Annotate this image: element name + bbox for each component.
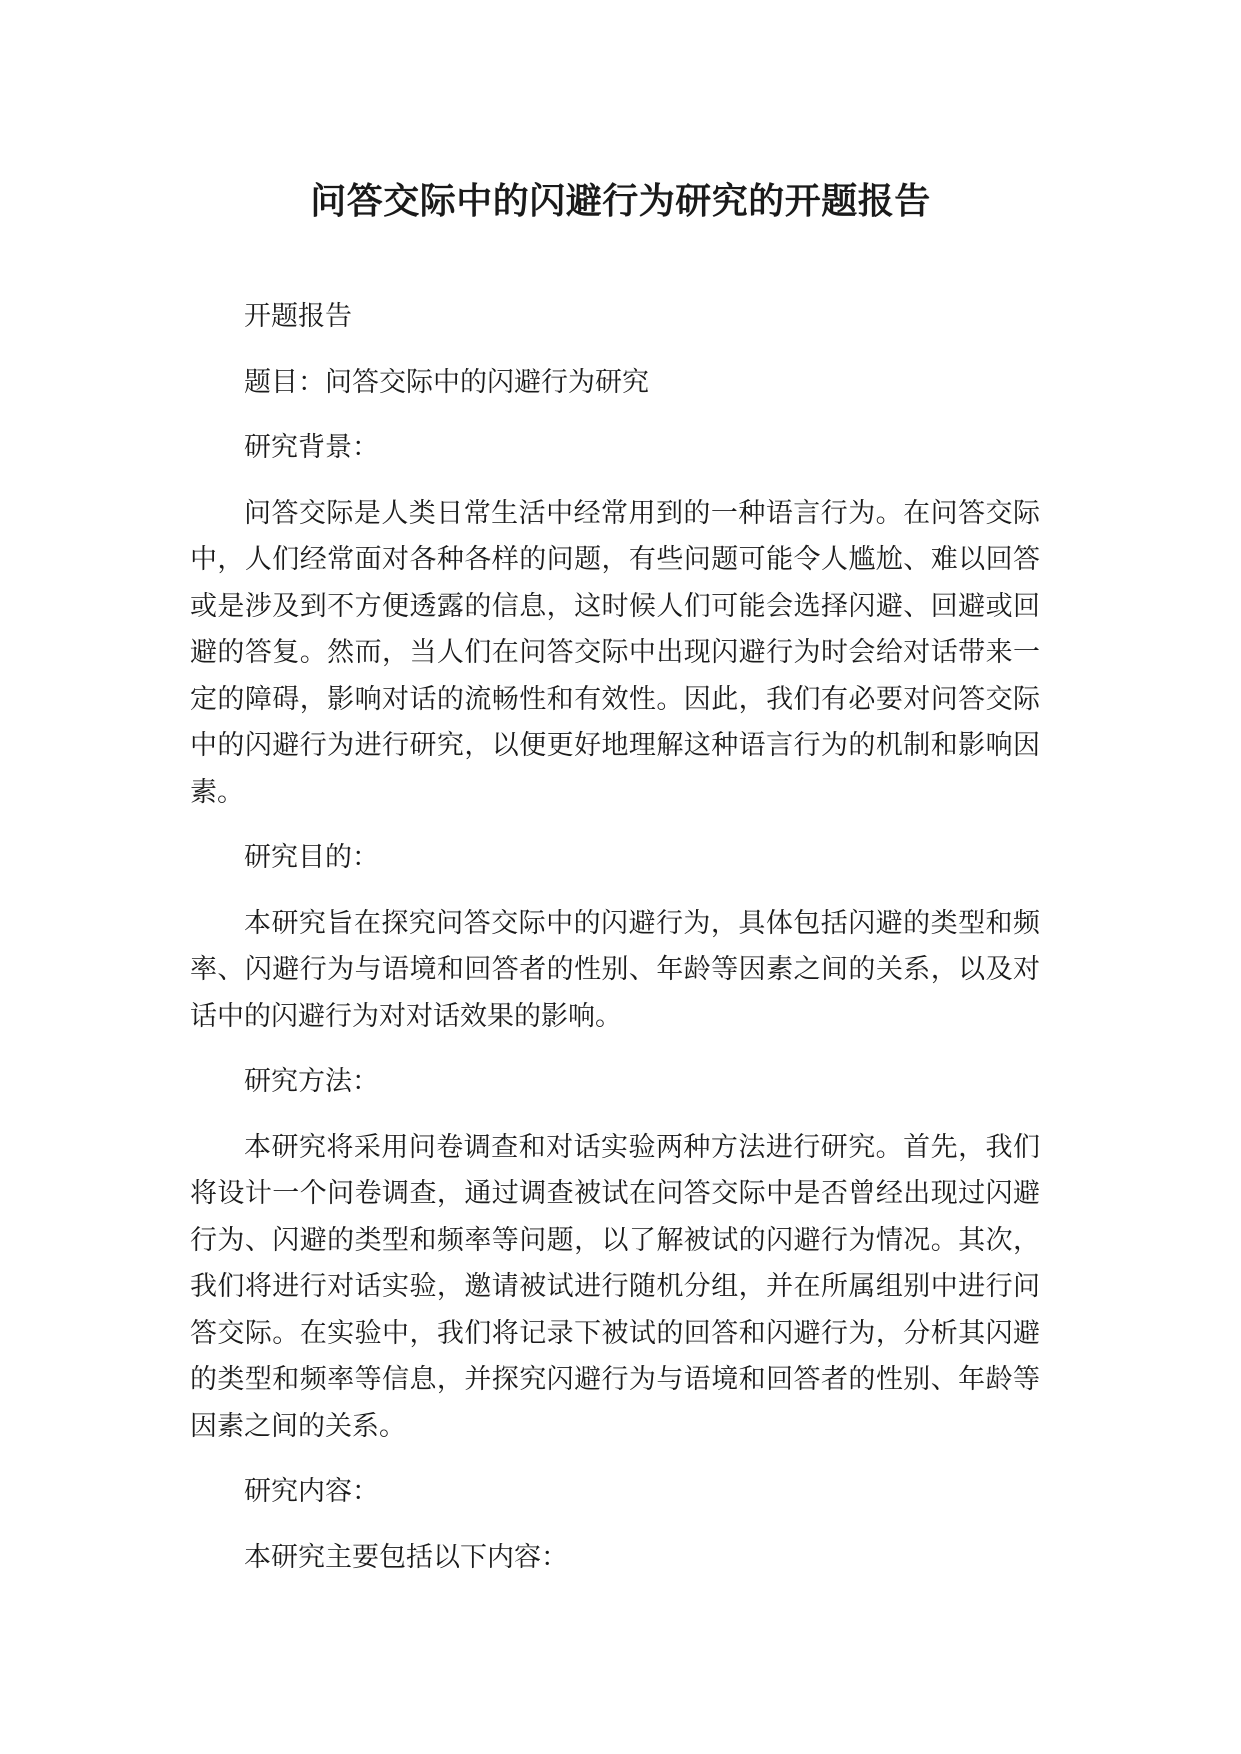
paragraph-topic: 题目：问答交际中的闪避行为研究 <box>244 366 649 398</box>
heading-content: 研究内容： <box>244 1476 379 1507</box>
paragraph-background: 问答交际是人类日常生活中经常用到的一种语言行为。在问答交际中，人们经常面对各种各样的问题，有些问题可能令人尴尬、难以回答或是涉及到不方便透露的信息，这时候人们可能会选择闪避、回避或回避的答复。然而，当人们在问答交际中出现闪避行为时会给对话带来一定的障碍，影响对话的流畅性和有效性。因此，我们有必要对问答交际中的闪避行为进行研究，以便更好地理解这种语言行为的机制和影响因素。 <box>190 497 1040 808</box>
paragraph-content-intro: 本研究主要包括以下内容： <box>244 1541 568 1573</box>
heading-purpose: 研究目的： <box>244 842 379 873</box>
document-body <box>190 294 1040 1600</box>
paragraph-report-label: 开题报告 <box>244 301 352 332</box>
paragraph-purpose: 本研究旨在探究问答交际中的闪避行为，具体包括闪避的类型和频率、闪避行为与语境和回答者的性别、年龄等因素之间的关系，以及对话中的闪避行为对对话效果的影响。 <box>190 907 1040 1032</box>
document-title: 问答交际中的闪避行为研究的开题报告 <box>310 181 931 222</box>
heading-method: 研究方法： <box>244 1066 379 1097</box>
paragraph-method: 本研究将采用问卷调查和对话实验两种方法进行研究。首先，我们将设计一个问卷调查，通过调查被试在问答交际中是否曾经出现过闪避行为、闪避的类型和频率等问题，以了解被试的闪避行为情况。其次，我们将进行对话实验，邀请被试进行随机分组，并在所属组别中进行问答交际。在实验中，我们将记录下被试的回答和闪避行为，分析其闪避的类型和频率等信息，并探究闪避行为与语境和回答者的性别、年龄等因素之间的关系。 <box>190 1131 1040 1442</box>
heading-background: 研究背景： <box>244 432 379 463</box>
